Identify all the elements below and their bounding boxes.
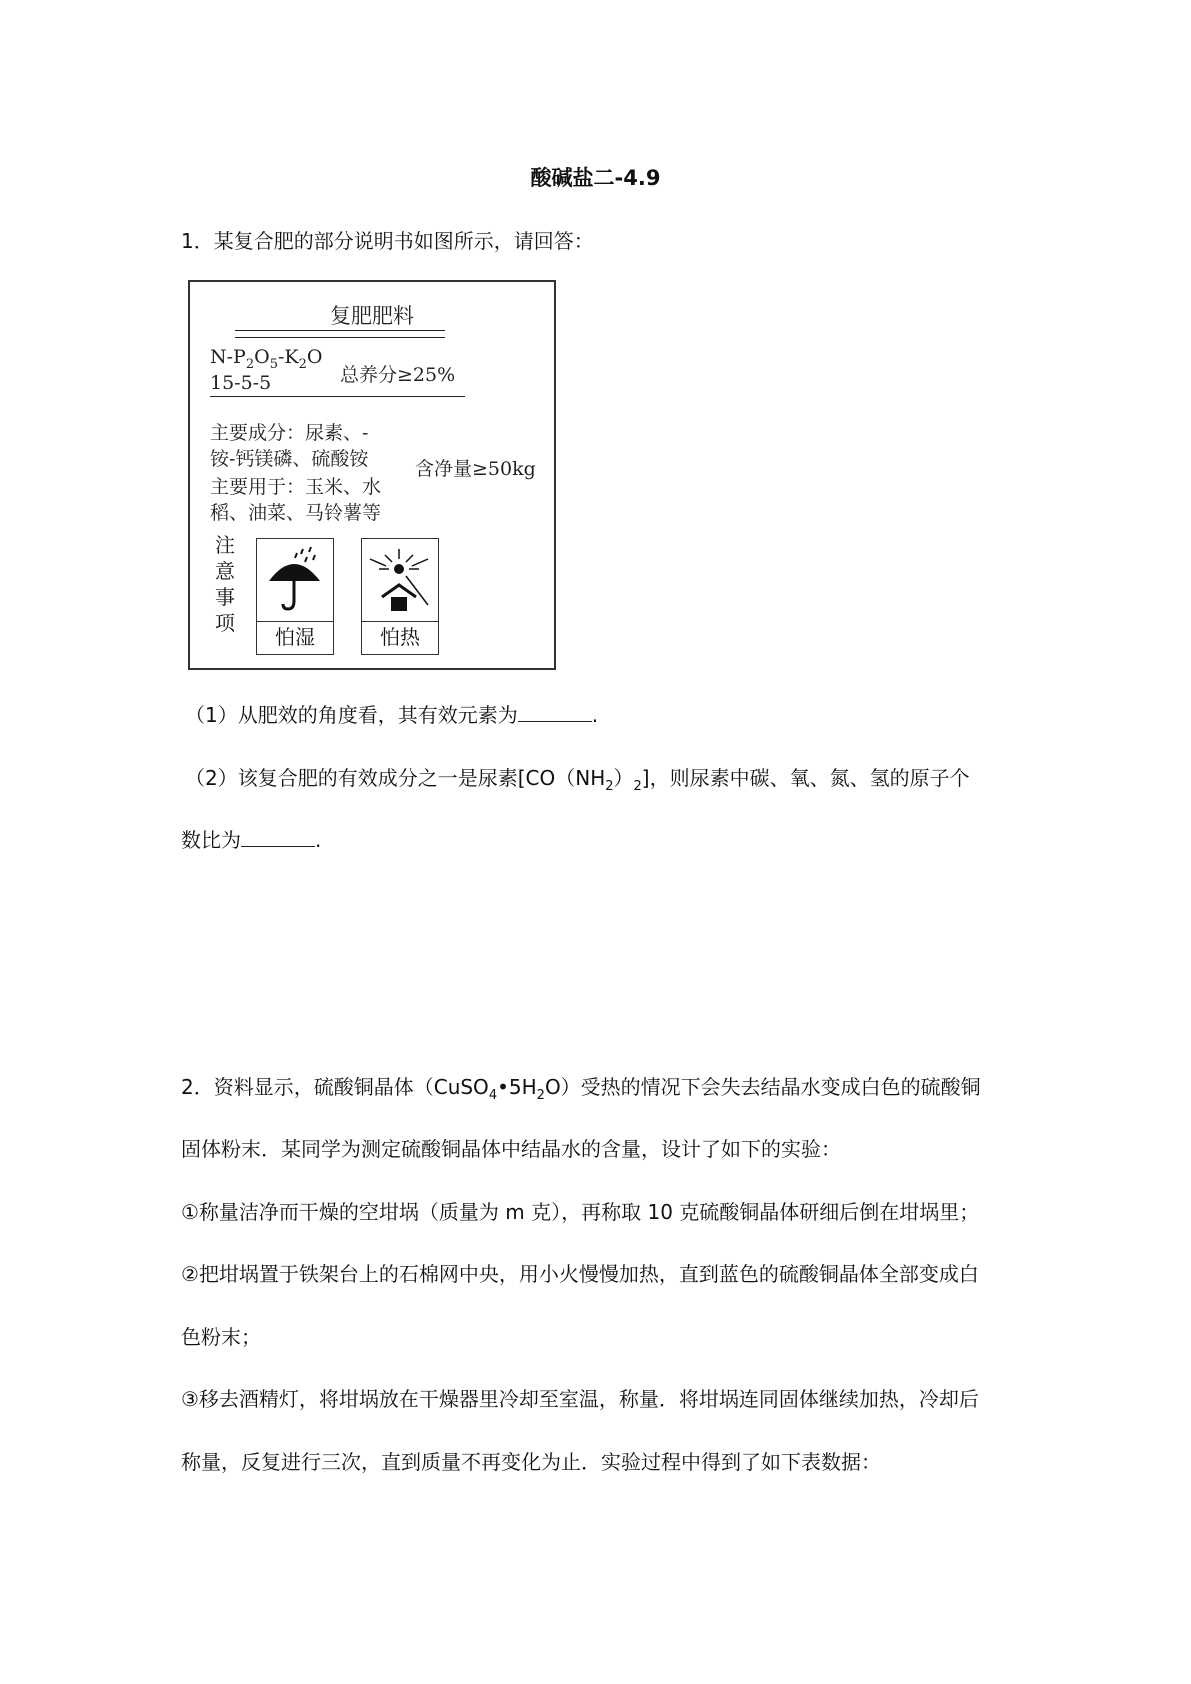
keep-from-heat-caption: 怕热 bbox=[362, 621, 438, 654]
q1-stem: 1．某复合肥的部分说明书如图所示，请回答： bbox=[181, 229, 594, 253]
formula-rule bbox=[210, 396, 465, 397]
label-ingredients-2: 铵-钙镁磷、硫酸铵 bbox=[210, 448, 369, 470]
label-formula: $N-P_2O_5-K_2O$ bbox=[210, 346, 323, 372]
label-ingredients-1: 主要成分：尿素、- bbox=[210, 422, 369, 444]
q1-part1: （1）从肥效的角度看，其有效元素为 . bbox=[185, 703, 599, 727]
answer-blank-2[interactable] bbox=[241, 828, 315, 847]
page-title: 酸碱盐二-4.9 bbox=[530, 166, 661, 190]
label-total-nutrients: 总养分≥25% bbox=[340, 364, 456, 386]
q2-step2-line1: ②把坩埚置于铁架台上的石棉网中央，用小火慢慢加热，直到蓝色的硫酸铜晶体全部变成白 bbox=[181, 1262, 979, 1286]
heading-rule-2 bbox=[235, 337, 445, 338]
fertilizer-label-figure bbox=[188, 280, 556, 670]
heading-rule-1 bbox=[235, 330, 445, 331]
umbrella-icon bbox=[257, 539, 332, 623]
q2-line1: 2．资料显示，硫酸铜晶体$(CuSO_4•5H_2O)$受热的情况下会失去结晶水变成白色的硫酸铜 bbox=[181, 1075, 981, 1103]
q2-step3-line2: 称量，反复进行三次，直到质量不再变化为止．实验过程中得到了如下表数据： bbox=[181, 1450, 881, 1474]
q1-part2-line2: 数比为 . bbox=[181, 828, 322, 852]
keep-from-heat-symbol bbox=[361, 538, 439, 655]
q1-part2-line1: （2）该复合肥的有效成分之一是尿素$[CO(NH_2)_2]$，则尿素中碳、氧、氮、氢的原子个 bbox=[185, 766, 970, 794]
label-heading: 复肥肥料 bbox=[330, 304, 414, 328]
label-uses-2: 稻、油菜、马铃薯等 bbox=[210, 502, 382, 524]
q2-step2-line2: 色粉末； bbox=[181, 1325, 261, 1349]
label-net-weight: 含净量≥50kg bbox=[415, 458, 536, 480]
answer-blank-1[interactable] bbox=[518, 703, 592, 722]
label-ratio: 15-5-5 bbox=[210, 372, 272, 394]
q2-step3-line1: ③移去酒精灯，将坩埚放在干燥器里冷却至室温，称量．将坩埚连同固体继续加热，冷却后 bbox=[181, 1387, 979, 1411]
sun-heat-icon bbox=[362, 539, 437, 623]
keep-dry-caption: 怕湿 bbox=[257, 621, 333, 654]
q2-line2: 固体粉末．某同学为测定硫酸铜晶体中结晶水的含量，设计了如下的实验： bbox=[181, 1137, 841, 1161]
q2-step1: ①称量洁净而干燥的空坩埚（质量为 m 克），再称取 10 克硫酸铜晶体研细后倒在坩埚里； bbox=[181, 1200, 980, 1224]
label-notes-vertical: 注 意 事 项 bbox=[215, 533, 235, 635]
keep-dry-symbol bbox=[256, 538, 334, 655]
label-uses-1: 主要用于：玉米、水 bbox=[210, 476, 382, 498]
